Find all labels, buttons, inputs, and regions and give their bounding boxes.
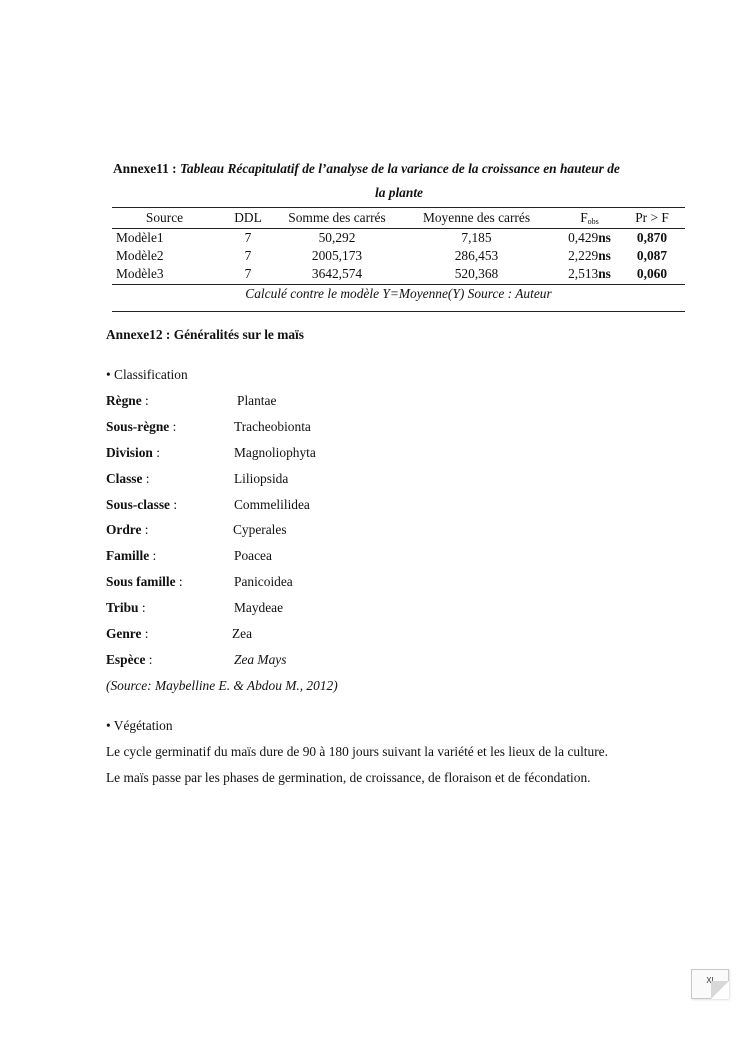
row-pr-f: 0,087 (636, 248, 668, 263)
annex11-caption (113, 157, 685, 205)
taxonomy-row (106, 522, 506, 542)
annex12-title: Annexe12 : Généralités sur le maïs (106, 327, 304, 342)
taxonomy-value: Tracheobionta (234, 419, 311, 434)
page-fold-corner (711, 981, 729, 999)
taxonomy-value: Cyperales (233, 522, 287, 537)
vegetation-paragraph-1: Le cycle germinatif du maïs dure de 90 à 180 jours suivant la variété et les lieux de la culture. (106, 744, 608, 759)
taxonomy-value: Zea (232, 626, 253, 641)
taxonomy-value: Commelilidea (234, 497, 310, 512)
taxonomy-value: Magnoliophyta (234, 445, 316, 460)
header-pr-f: Pr > F (635, 210, 669, 225)
table-header-row (112, 210, 685, 229)
taxonomy-key: Sous-règne : (106, 419, 177, 434)
header-ddl: DDL (234, 210, 262, 225)
taxonomy-value: Poacea (234, 548, 272, 563)
row-sum-squares: 3642,574 (311, 266, 363, 281)
taxonomy-row (106, 652, 506, 672)
row-mean-squares: 286,453 (454, 248, 499, 263)
taxonomy-key: Famille : (106, 548, 157, 563)
annex11-title-line2: la plante (375, 185, 423, 200)
taxonomy-value: Plantae (237, 393, 277, 408)
annex11-label: Annexe11 : (113, 161, 177, 176)
table-header-rule (112, 228, 685, 229)
row-sum-squares: 2005,173 (311, 248, 363, 263)
row-ddl: 7 (244, 230, 252, 245)
table-top-rule (112, 207, 685, 208)
taxonomy-row (106, 600, 506, 620)
taxonomy-row (106, 548, 506, 568)
taxonomy-row (106, 419, 506, 439)
taxonomy-source: (Source: Maybelline E. & Abdou M., 2012) (106, 678, 338, 693)
header-sum-squares: Somme des carrés (288, 210, 386, 225)
row-mean-squares: 7,185 (461, 230, 492, 245)
taxonomy-row (106, 393, 506, 413)
row-f-obs: 2,513ns (568, 266, 611, 281)
vegetation-heading: • Végétation (106, 718, 173, 733)
table-row (112, 266, 685, 285)
row-f-obs: 2,229ns (568, 248, 611, 263)
taxonomy-row (106, 471, 506, 491)
taxonomy-key: Ordre : (106, 522, 149, 537)
row-pr-f: 0,060 (636, 266, 668, 281)
annex11-title: Tableau Récapitulatif de l’analyse de la variance de la croissance en hauteur de (179, 161, 620, 176)
taxonomy-value: Zea Mays (234, 652, 287, 667)
row-ddl: 7 (244, 248, 252, 263)
page-number-tab (691, 969, 729, 999)
row-source: Modèle3 (116, 266, 164, 281)
taxonomy-key: Genre : (106, 626, 149, 641)
taxonomy-value: Maydeae (234, 600, 284, 615)
page-number: XI (706, 976, 714, 985)
row-source: Modèle2 (116, 248, 164, 263)
row-ddl: 7 (244, 266, 252, 281)
classification-heading: • Classification (106, 367, 188, 382)
header-source: Source (145, 210, 184, 225)
taxonomy-key: Classe : (106, 471, 150, 486)
taxonomy-key: Division : (106, 445, 160, 460)
taxonomy-row (106, 574, 506, 594)
row-f-obs: 0,429ns (568, 230, 611, 245)
taxonomy-value: Panicoidea (234, 574, 293, 589)
taxonomy-key: Tribu : (106, 600, 146, 615)
taxonomy-key: Sous famille : (106, 574, 183, 589)
table-row (112, 230, 685, 249)
taxonomy-row (106, 445, 506, 465)
row-sum-squares: 50,292 (318, 230, 356, 245)
table-note: Calculé contre le modèle Y=Moyenne(Y) Source : Auteur (245, 286, 552, 301)
taxonomy-row (106, 497, 506, 517)
taxonomy-row (106, 626, 506, 646)
table-row (112, 248, 685, 267)
row-pr-f: 0,870 (636, 230, 668, 245)
table-bottom-rule (112, 311, 685, 312)
vegetation-paragraph-2: Le maïs passe par les phases de germination, de croissance, de floraison et de fécondation. (106, 770, 591, 785)
taxonomy-key: Espèce : (106, 652, 153, 667)
taxonomy-key: Règne : (106, 393, 149, 408)
taxonomy-key: Sous-classe : (106, 497, 178, 512)
row-source: Modèle1 (116, 230, 164, 245)
row-mean-squares: 520,368 (454, 266, 499, 281)
table-body-rule (112, 284, 685, 285)
taxonomy-value: Liliopsida (234, 471, 289, 486)
header-mean-squares: Moyenne des carrés (422, 210, 531, 225)
header-f-obs: $F_{obs}$ (580, 210, 599, 226)
